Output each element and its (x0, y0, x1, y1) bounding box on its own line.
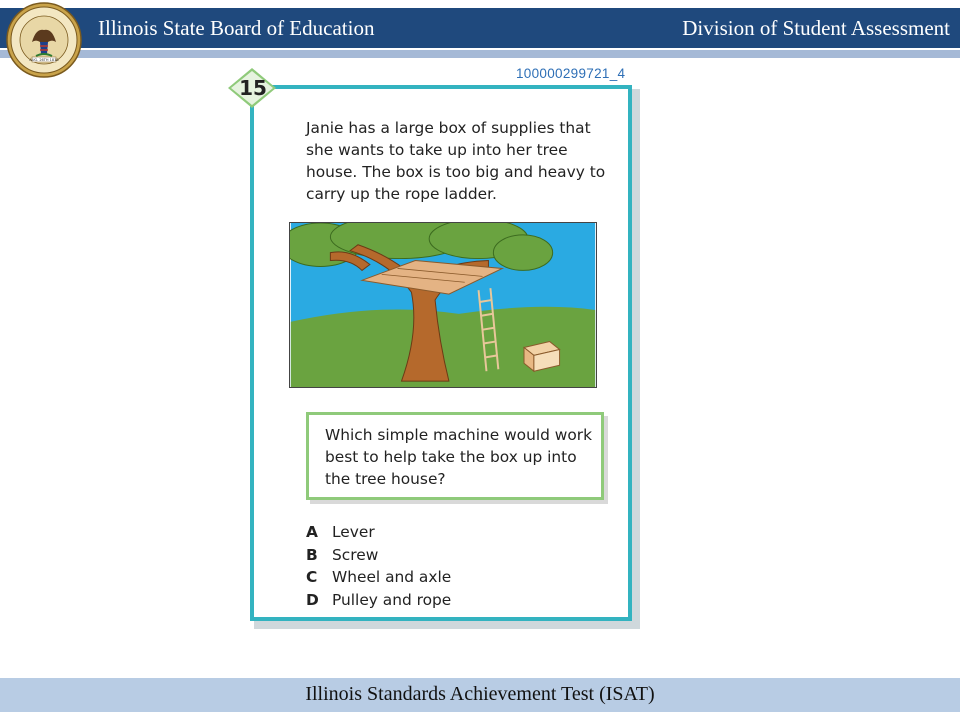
header-title-right: Division of Student Assessment (682, 16, 950, 40)
answer-text: Wheel and axle (332, 568, 452, 586)
item-number-badge (226, 66, 278, 110)
answer-text: Lever (332, 523, 375, 541)
answer-letter: D (306, 590, 319, 609)
answer-list (306, 521, 451, 611)
header-stripe (0, 50, 960, 58)
treehouse-illustration (289, 222, 597, 388)
item-number: 15 (239, 76, 267, 100)
question-box (306, 412, 604, 500)
seal-inner-text: AUG. 26TH 1818 (29, 58, 59, 62)
item-passage: Janie has a large box of supplies that she wants to take up into her tree house. The box is too big and heavy to carry up the rope ladder. (306, 119, 606, 203)
illinois-state-seal-icon (6, 2, 82, 78)
answer-letter: B (306, 545, 318, 564)
footer-text: Illinois Standards Achievement Test (ISAT) (305, 683, 655, 705)
question-text: Which simple machine would work best to help take the box up into the tree house? (325, 426, 593, 488)
answer-letter: C (306, 568, 318, 586)
answer-text: Screw (332, 545, 379, 564)
answer-option-c[interactable] (306, 566, 451, 589)
header-title-left: Illinois State Board of Education (98, 16, 375, 40)
item-id: 100000299721_4 (516, 66, 626, 81)
answer-letter: A (306, 523, 318, 541)
answer-option-d[interactable] (306, 589, 451, 612)
answer-text: Pulley and rope (332, 590, 452, 609)
answer-option-b[interactable] (306, 544, 451, 567)
supply-box (524, 342, 560, 372)
answer-option-a[interactable] (306, 521, 451, 544)
